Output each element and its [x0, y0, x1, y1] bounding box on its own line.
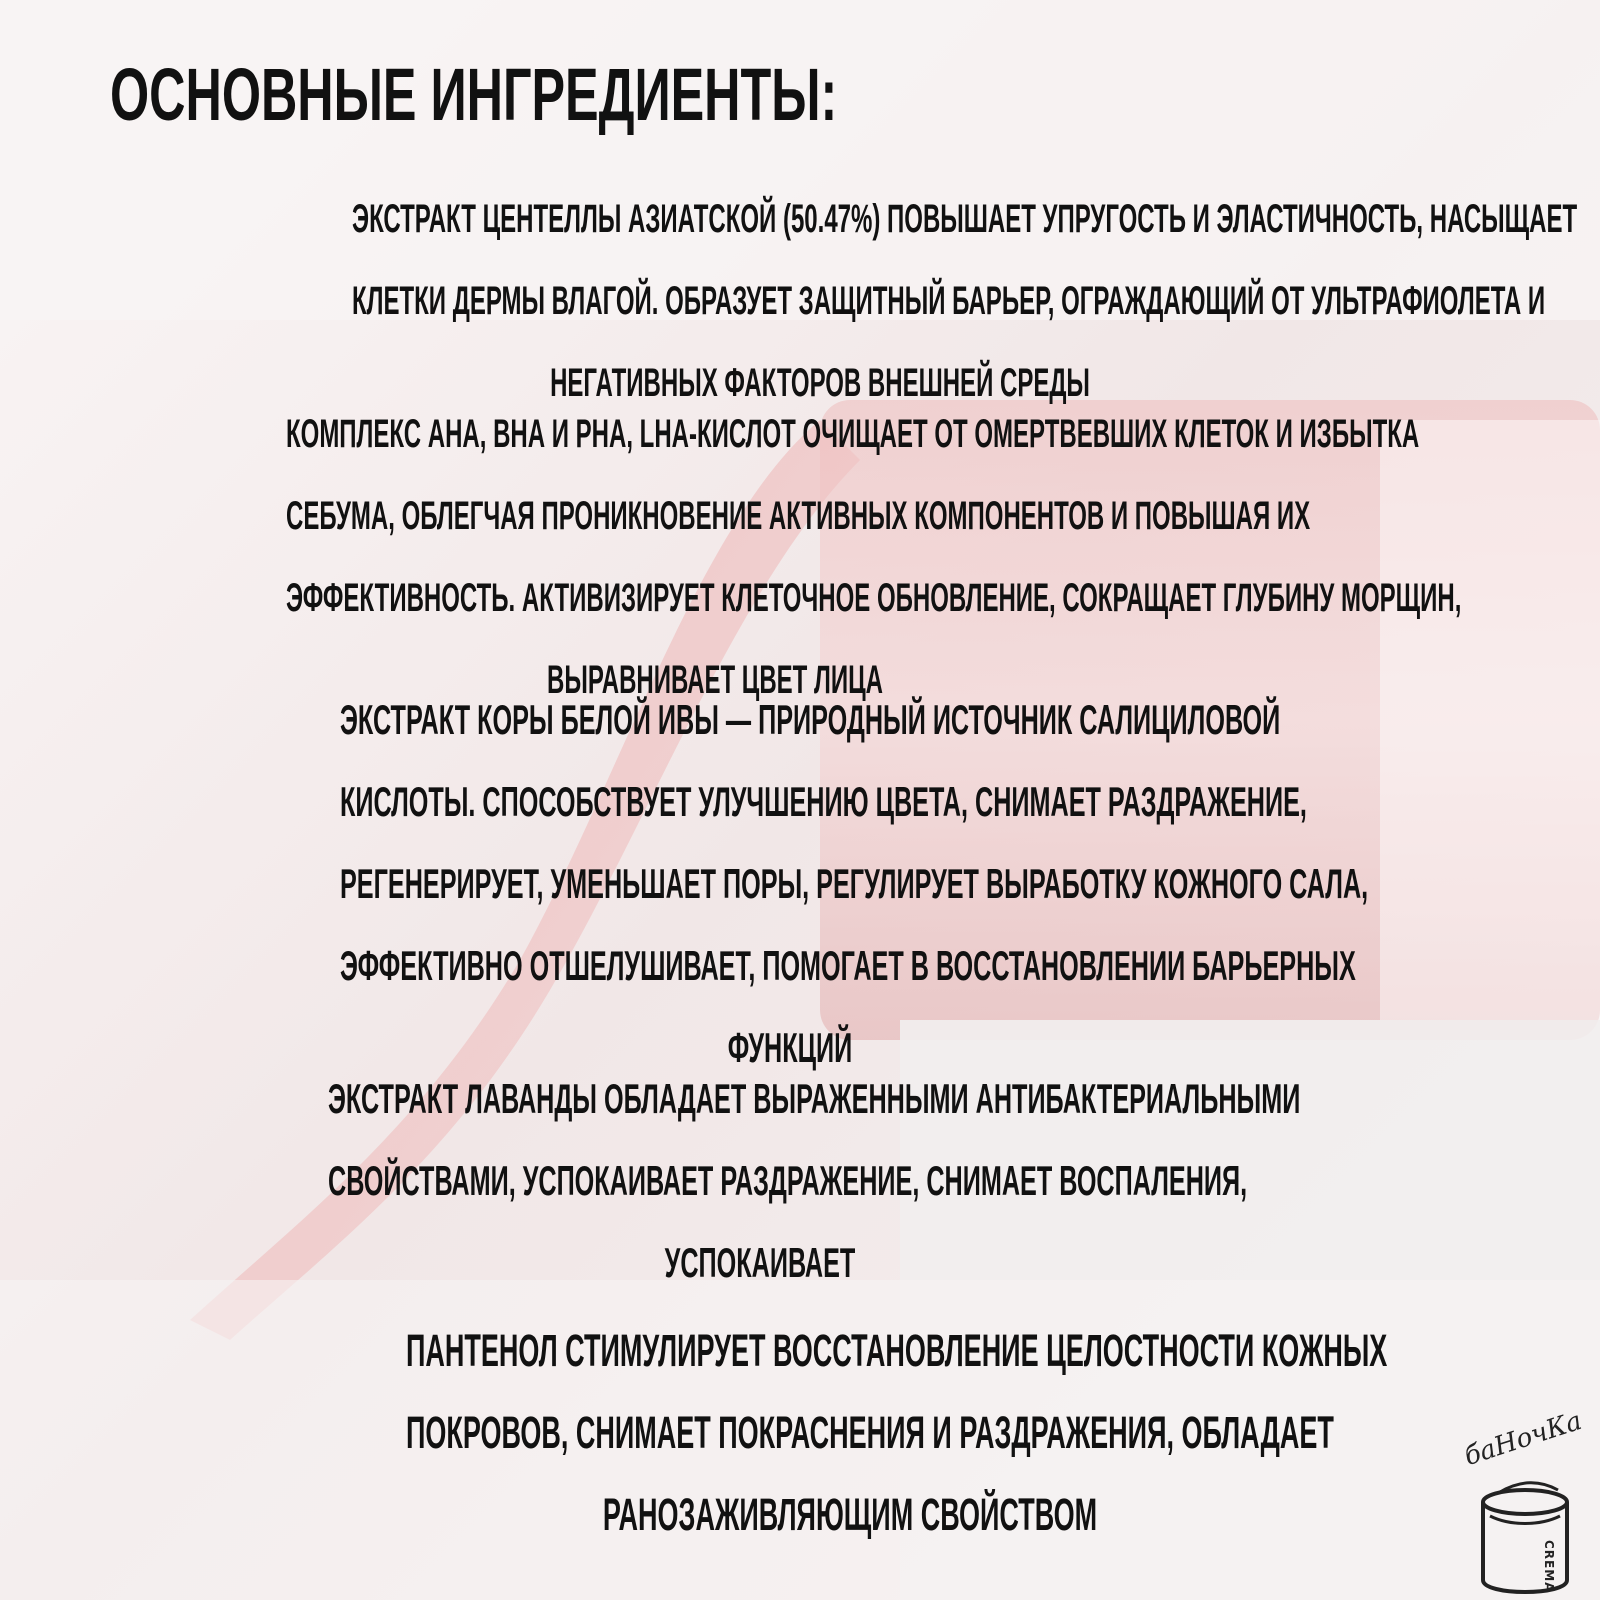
paragraph-line: ЭФФЕКТИВНО ОТШЕЛУШИВАЕТ, ПОМОГАЕТ В ВОССТАНОВЛЕНИИ БАРЬЕРНЫХ: [339, 942, 1356, 989]
page-title: ОСНОВНЫЕ ИНГРЕДИЕНТЫ:: [110, 53, 838, 136]
paragraph-line: ЭКСТРАКТ ЦЕНТЕЛЛЫ АЗИАТСКОЙ (50.47%) ПОВЫШАЕТ УПРУГОСТЬ И ЭЛАСТИЧНОСТЬ, НАСЫЩАЕТ: [351, 197, 1578, 241]
paragraph-line: ФУНКЦИЙ: [727, 1024, 853, 1071]
paragraph-line: ЭКСТРАКТ ЛАВАНДЫ ОБЛАДАЕТ ВЫРАЖЕННЫМИ АНТИБАКТЕРИАЛЬНЫМИ: [327, 1075, 1301, 1122]
paragraph-line: УСПОКАИВАЕТ: [664, 1239, 856, 1286]
paragraph-line: РАНОЗАЖИВЛЯЮЩИМ СВОЙСТВОМ: [602, 1489, 1098, 1540]
ingredient-paragraph-lavender: [40, 1058, 1480, 1304]
paragraph-line: РЕГЕНЕРИРУЕТ, УМЕНЬШАЕТ ПОРЫ, РЕГУЛИРУЕТ ВЫРАБОТКУ КОЖНОГО САЛА,: [339, 860, 1369, 907]
ingredient-paragraph-acids: [0, 393, 1462, 721]
paragraph-line: КИСЛОТЫ. СПОСОБСТВУЕТ УЛУЧШЕНИЮ ЦВЕТА, СНИМАЕТ РАЗДРАЖЕНИЕ,: [339, 778, 1307, 825]
paragraph-line: ВЫРАВНИВАЕТ ЦВЕТ ЛИЦА: [547, 658, 883, 702]
paragraph-line: КЛЕТКИ ДЕРМЫ ВЛАГОЙ. ОБРАЗУЕТ ЗАЩИТНЫЙ БАРЬЕР, ОГРАЖДАЮЩИЙ ОТ УЛЬТРАФИОЛЕТА И: [351, 279, 1546, 323]
ingredient-paragraph-willow-bark: [40, 679, 1540, 1089]
paragraph-line: ПАНТЕНОЛ СТИМУЛИРУЕТ ВОССТАНОВЛЕНИЕ ЦЕЛОСТНОСТИ КОЖНЫХ: [405, 1325, 1388, 1376]
paragraph-line: НЕГАТИВНЫХ ФАКТОРОВ ВНЕШНЕЙ СРЕДЫ: [550, 361, 1090, 405]
brand-logo: [1460, 1405, 1600, 1600]
ingredient-paragraph-centella: [40, 178, 1600, 424]
paragraph-line: ПОКРОВОВ, СНИМАЕТ ПОКРАСНЕНИЯ И РАЗДРАЖЕНИЯ, ОБЛАДАЕТ: [405, 1407, 1334, 1458]
logo-brand-text: баНочКа: [1460, 1405, 1586, 1472]
paragraph-line: СВОЙСТВАМИ, УСПОКАИВАЕТ РАЗДРАЖЕНИЕ, СНИМАЕТ ВОСПАЛЕНИЯ,: [327, 1157, 1248, 1204]
ingredient-paragraph-panthenol: [110, 1310, 1590, 1556]
paragraph-line: ЭФФЕКТИВНОСТЬ. АКТИВИЗИРУЕТ КЛЕТОЧНОЕ ОБНОВЛЕНИЕ, СОКРАЩАЕТ ГЛУБИНУ МОРЩИН,: [285, 576, 1462, 620]
logo-sub-text: CREMA: [1542, 1540, 1556, 1593]
paragraph-line: КОМПЛЕКС АНА, ВНА И РНА, LНА-КИСЛОТ ОЧИЩАЕТ ОТ ОМЕРТВЕВШИХ КЛЕТОК И ИЗБЫТКА: [285, 412, 1420, 456]
paragraph-line: СЕБУМА, ОБЛЕГЧАЯ ПРОНИКНОВЕНИЕ АКТИВНЫХ КОМПОНЕНТОВ И ПОВЫШАЯ ИХ: [285, 494, 1311, 538]
paragraph-line: ЭКСТРАКТ КОРЫ БЕЛОЙ ИВЫ — ПРИРОДНЫЙ ИСТОЧНИК САЛИЦИЛОВОЙ: [339, 696, 1281, 743]
